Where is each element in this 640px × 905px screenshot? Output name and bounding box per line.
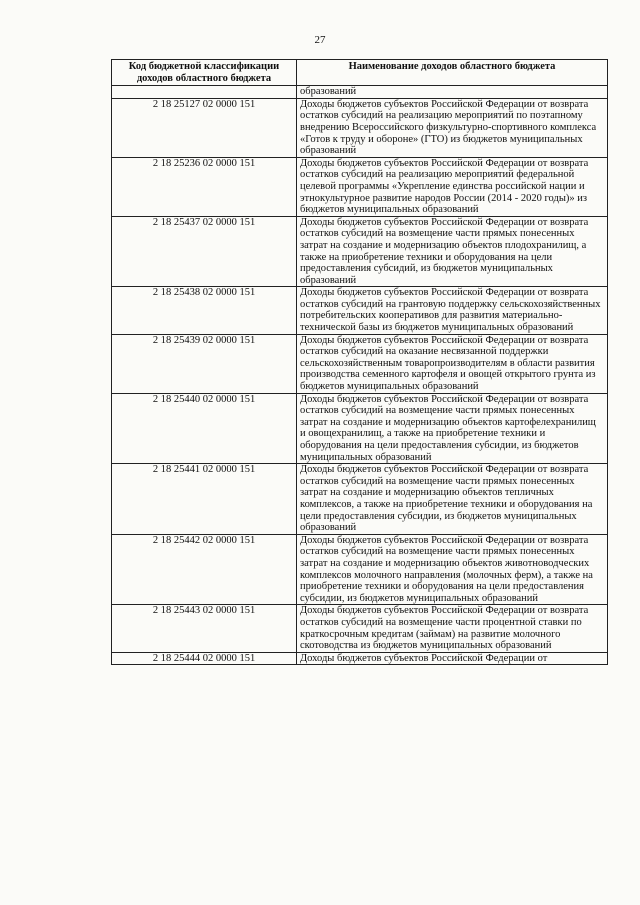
row-name: Доходы бюджетов субъектов Российской Федерации от возврата остатков субсидий на грантовую поддержку сельскохозяйственных потребительских кооперативов для развития материально-технической базы из бюджетов муниципальных образований: [297, 287, 608, 334]
row-code: [112, 86, 297, 99]
row-name: Доходы бюджетов субъектов Российской Федерации от возврата остатков субсидий на реализацию мероприятий федеральной целевой программы «Укрепление единства российской нации и этнокультурное развитие народов России (2014 - 2020 годы)» из бюджетов муниципальных образований: [297, 157, 608, 216]
table-row: [112, 464, 608, 535]
row-code: 2 18 25441 02 0000 151: [112, 464, 297, 535]
table-row: [112, 393, 608, 464]
row-name: Доходы бюджетов субъектов Российской Федерации от возврата остатков субсидий на возмещение части прямых понесенных затрат на создание и модернизацию объектов животноводческих комплексов молочного направления (молочных ферм), а также на приобретение техники и оборудования на цели предоставления субсидии, из бюджетов муниципальных образований: [297, 534, 608, 605]
table-row: [112, 157, 608, 216]
row-name: Доходы бюджетов субъектов Российской Федерации от возврата остатков субсидий на реализацию мероприятий по поэтапному внедрению Всероссийского физкультурно-спортивного комплекса «Готов к труду и обороне» (ГТО) из бюджетов муниципальных образований: [297, 98, 608, 157]
table-row: [112, 86, 608, 99]
header-name: Наименование доходов областного бюджета: [297, 60, 608, 86]
row-name: образований: [297, 86, 608, 99]
page-number: 27: [314, 34, 326, 46]
table-row: [112, 605, 608, 652]
row-name: Доходы бюджетов субъектов Российской Федерации от возврата остатков субсидий на возмещение части процентной ставки по краткосрочным кредитам (займам) на развитие молочного скотоводства из бюджетов муниципальных образований: [297, 605, 608, 652]
row-name: Доходы бюджетов субъектов Российской Федерации от возврата остатков субсидий на оказание несвязанной поддержки сельскохозяйственным товаропроизводителям в области развития производства семенного картофеля и овощей открытого грунта из бюджетов муниципальных образований: [297, 334, 608, 393]
row-code: 2 18 25442 02 0000 151: [112, 534, 297, 605]
row-name: Доходы бюджетов субъектов Российской Федерации от возврата остатков субсидий на возмещение части прямых понесенных затрат на создание и модернизацию объектов тепличных комплексов, а также на приобретение техники и оборудования на цели предоставления субсидии, из бюджетов муниципальных образований: [297, 464, 608, 535]
row-code: 2 18 25437 02 0000 151: [112, 216, 297, 287]
row-code: 2 18 25440 02 0000 151: [112, 393, 297, 464]
table-row: [112, 287, 608, 334]
revenue-classification-table: [111, 59, 608, 665]
row-code: 2 18 25443 02 0000 151: [112, 605, 297, 652]
row-name: Доходы бюджетов субъектов Российской Федерации от возврата остатков субсидий на возмещение части прямых понесенных затрат на создание и модернизацию объектов плодохранилищ, а также на приобретение техники и оборудования на цели предоставления субсидий, из бюджетов муниципальных образований: [297, 216, 608, 287]
table-row: [112, 534, 608, 605]
header-code: Код бюджетной классификации доходов областного бюджета: [112, 60, 297, 86]
table-row: [112, 98, 608, 157]
table-header-row: [112, 60, 608, 86]
row-code: 2 18 25444 02 0000 151: [112, 652, 297, 665]
table-row: [112, 334, 608, 393]
row-code: 2 18 25438 02 0000 151: [112, 287, 297, 334]
row-code: 2 18 25439 02 0000 151: [112, 334, 297, 393]
row-name: Доходы бюджетов субъектов Российской Федерации от возврата остатков субсидий на возмещение части прямых понесенных затрат на создание и модернизацию объектов картофелехранилищ и овощехранилищ, а также на приобретение техники и оборудования на цели предоставления субсидии, из бюджетов муниципальных образований: [297, 393, 608, 464]
row-code: 2 18 25236 02 0000 151: [112, 157, 297, 216]
table-row: [112, 216, 608, 287]
row-name: Доходы бюджетов субъектов Российской Федерации от: [297, 652, 608, 665]
table-row: [112, 652, 608, 665]
row-code: 2 18 25127 02 0000 151: [112, 98, 297, 157]
